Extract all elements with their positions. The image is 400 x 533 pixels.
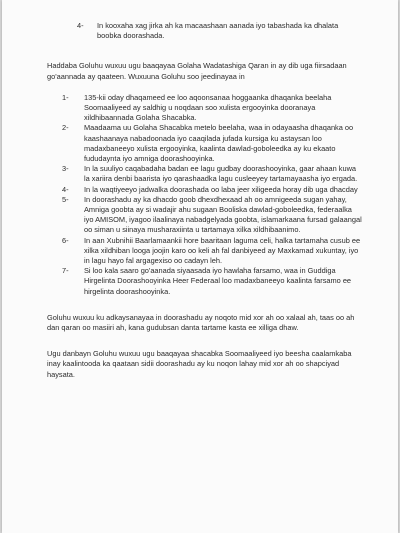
list-text: Si loo kala saaro go'aanada siyaasada iyo hawlaha farsamo, waa in Guddiga Hirgelinta Doorashooyinka Heer Federaal loo madaxbaneeyo kaalinta farsamo ee hirgelinta doorashooyinka. — [84, 266, 352, 296]
list-item — [62, 185, 363, 195]
list-item — [62, 93, 363, 124]
list-text: 135-kii oday dhaqameed ee loo aqoonsanaa hoggaanka dhaqanka beelaha Soomaaliyeed ay saldhig u noqdaan soo xulista ergooyinka dooranaya xildhibaannada Golaha Shacabka. — [84, 92, 332, 123]
list-text: Maadaama uu Golaha Shacabka metelo beelaha, waa in odayaasha dhaqanka oo kaashaanaya nabadoonada iyo caaqilada jufada kursiga ku astaysan loo madaxbaneeyo xulista ergooyinka, kaalinta dawlad-goboleedka ay ku ekaato fududaynta iyo amniga doorashooyinka. — [84, 123, 354, 164]
list-item — [62, 123, 363, 164]
list-text: In doorashadu ay ka dhacdo goob dhexdhexaad ah oo amnigeeda sugan yahay, Amniga goobta ay si wadajir ahu sugaan Booliska dawlad-goboleedka, federaalka iyo AMISOM, iyagoo ilaalinaya nabadgelyada goobta, islamarkaana fursad galaangal oo siman u siinaya musharaxiinta u tartamaya xilka xildhibaanimo. — [84, 194, 362, 235]
list-text: In la waqtiyeeyo jadwalka doorashada oo laba jeer xiligeeda horay dib uga dhacday — [84, 184, 358, 194]
list-number: 3- — [62, 164, 69, 174]
recommendation-list — [47, 93, 363, 297]
list-item — [62, 195, 363, 236]
list-number: 7- — [62, 266, 69, 276]
list-text: In la suuliyo caqabadaha badan ee lagu gudbay doorashooyinka, gaar ahaan kuwa la xariira denbi baarista iyo qarashaadka lagu cusleeyey tartamayaasha iyo ergada. — [84, 164, 358, 184]
intro-paragraph: Haddaba Goluhu wuxuu ugu baaqayaa Golaha Wadatashiga Qaran in ay dib uga fiirsadaan go'aannada ay qaateen. Wuxuuna Goluhu soo jeedinayaa in — [47, 61, 347, 81]
list-item — [62, 266, 363, 297]
list-number: 6- — [62, 235, 69, 245]
list-item — [77, 21, 363, 41]
list-number: 2- — [62, 123, 69, 133]
council-paragraph: Goluhu wuxuu ku adkaysanayaa in doorashadu ay noqoto mid xor ah oo xalaal ah, taas oo ah dan qaran oo masiiri ah, kana gudubsan danta tartame kasta ee xilliga dhaw. — [47, 312, 355, 333]
list-text: In kooxaha xag jirka ah ka macaashaan aanada iyo tabashada ka dhalata boobka doorashada. — [97, 21, 339, 41]
list-text: In aan Xubnihii Baarlamaankii hore baaritaan laguma celi, halka tartamaha cusub ee xilka xildhiban looga joojin karo oo keli ah fal danbiyeed ay Maxkamad xukuntay, iyo in lagu hayo fal argagexiso oo cadayn leh. — [84, 235, 361, 266]
list-number: 4- — [77, 21, 84, 30]
document-page — [2, 0, 398, 533]
document-body — [47, 21, 363, 380]
final-paragraph: Ugu danbayn Goluhu wuxuu ugu baaqayaa shacabka Soomaaliyeed iyo beesha caalamkaba inay kaalintooda ka qaataan sidii doorashadu ay ku noqon lahay mid xor ah oo shарciyad haysata. — [47, 349, 352, 379]
list-number: 4- — [62, 184, 69, 194]
list-number: 1- — [62, 92, 69, 102]
list-item — [62, 164, 363, 184]
list-item — [62, 236, 363, 267]
list-number: 5- — [62, 194, 69, 204]
